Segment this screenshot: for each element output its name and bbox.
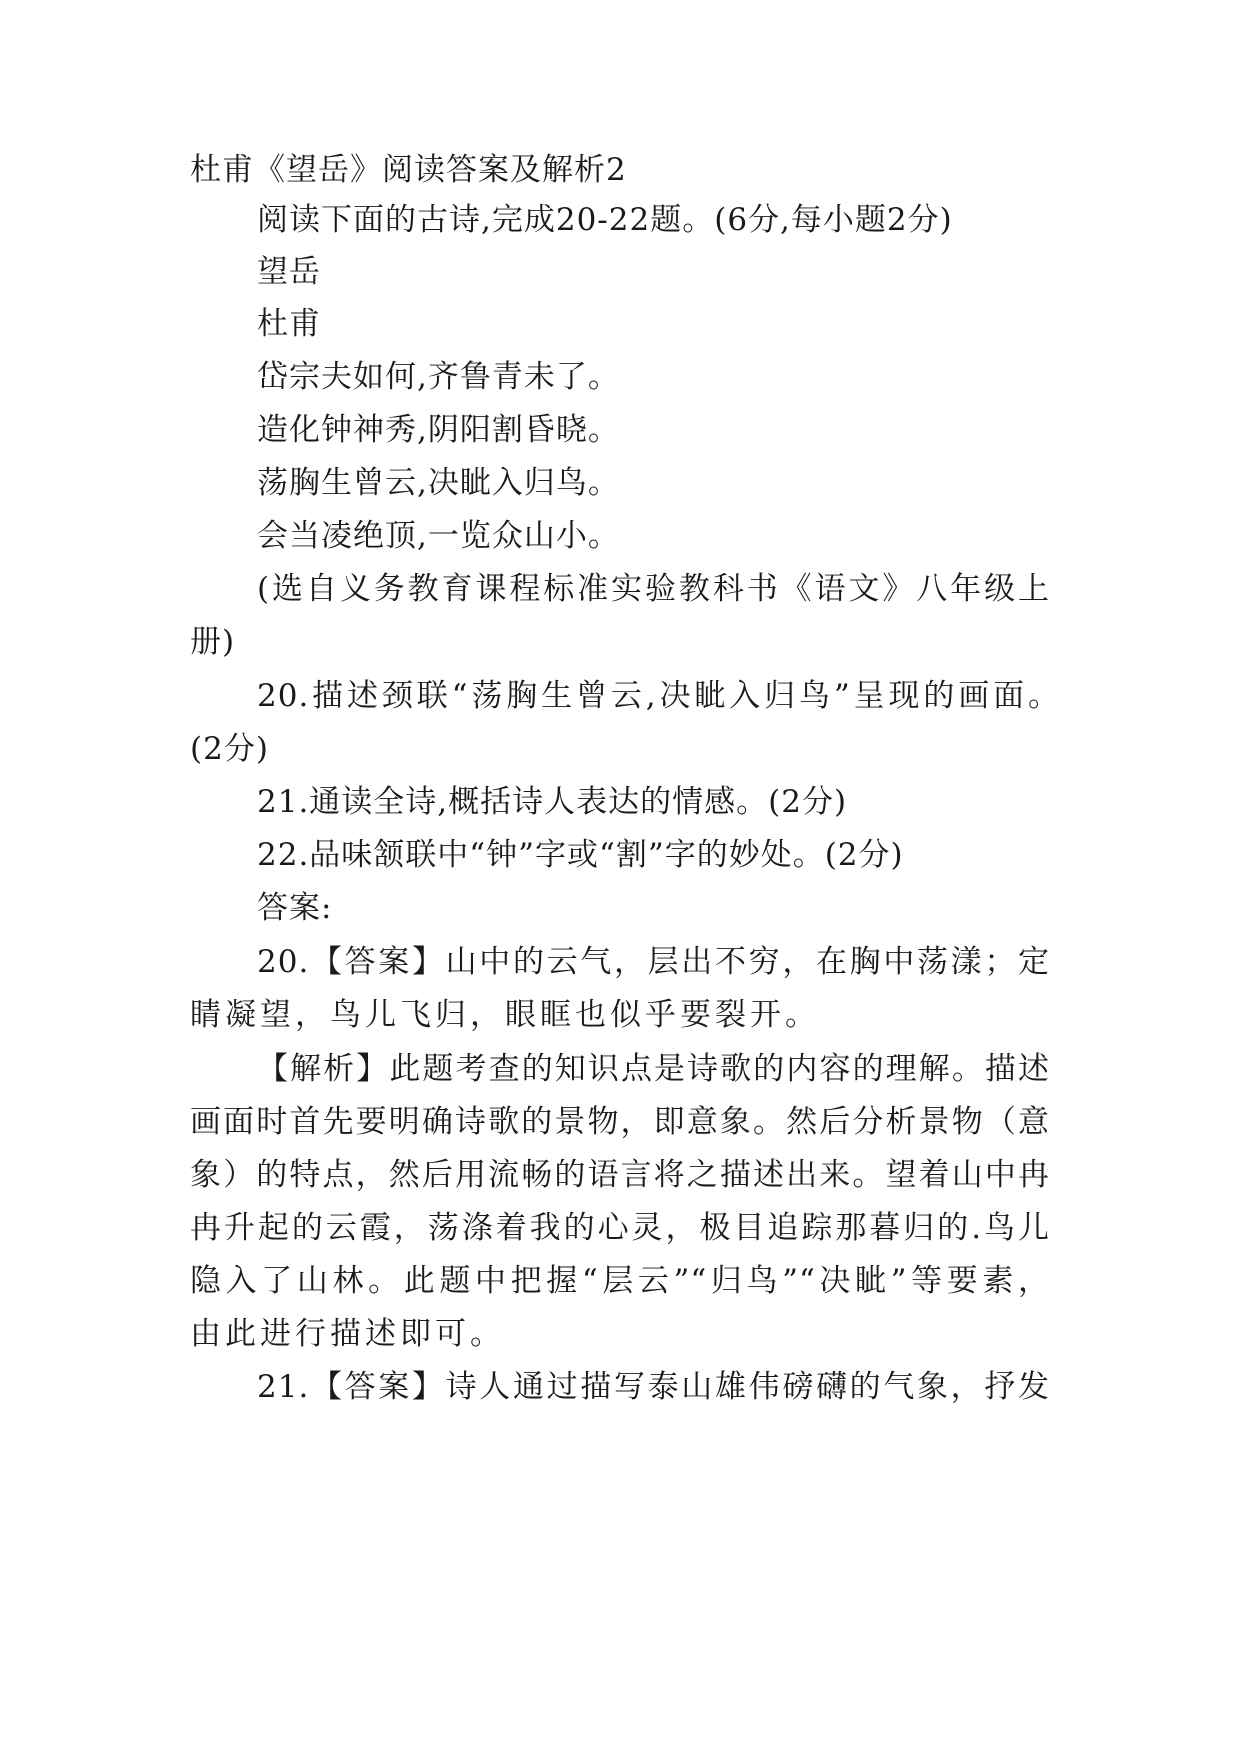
poem-line: 岱宗夫如何,齐鲁青未了。 — [257, 359, 620, 395]
poem-source: (选自义务教育课程标准实验教科书《语文》八年级上 — [257, 571, 1050, 607]
analysis-20-line: 由此进行描述即可。 — [190, 1316, 505, 1352]
analysis-20-line: 象）的特点，然后用流畅的语言将之描述出来。望着山中冉 — [190, 1157, 1050, 1193]
instruction-text: 阅读下面的古诗,完成20-22题。(6分,每小题2分) — [257, 202, 953, 238]
poem-author: 杜甫 — [257, 306, 321, 342]
poem-source-cont: 册) — [190, 624, 236, 660]
analysis-20-line: 隐入了山林。此题中把握“层云”“归鸟”“决眦”等要素， — [190, 1263, 1050, 1299]
poem-line: 会当凌绝顶,一览众山小。 — [257, 518, 620, 554]
answer-21: 21.【答案】诗人通过描写泰山雄伟磅礴的气象，抒发 — [257, 1369, 1050, 1405]
poem-line: 造化钟神秀,阴阳割昏晓。 — [257, 412, 620, 448]
poem-title: 望岳 — [257, 254, 321, 290]
poem-line: 荡胸生曾云,决眦入归鸟。 — [257, 465, 620, 501]
question-20-cont: (2分) — [190, 731, 269, 767]
document-title: 杜甫《望岳》阅读答案及解析2 — [190, 152, 627, 188]
answer-20: 20.【答案】山中的云气，层出不穷，在胸中荡漾；定 — [257, 944, 1050, 980]
question-22: 22.品味颔联中“钟”字或“割”字的妙处。(2分) — [257, 837, 904, 873]
answers-heading: 答案: — [257, 890, 333, 926]
question-21: 21.通读全诗,概括诗人表达的情感。(2分) — [257, 784, 848, 820]
answer-20-cont: 睛凝望，鸟儿飞归，眼眶也似乎要裂开。 — [190, 997, 820, 1033]
analysis-20-line: 画面时首先要明确诗歌的景物，即意象。然后分析景物（意 — [190, 1104, 1050, 1140]
analysis-20-line: 【解析】此题考查的知识点是诗歌的内容的理解。描述 — [257, 1051, 1050, 1087]
question-20: 20.描述颈联“荡胸生曾云,决眦入归鸟”呈现的画面。 — [257, 678, 1060, 714]
analysis-20-line: 冉升起的云霞，荡涤着我的心灵，极目追踪那暮归的.鸟儿 — [190, 1210, 1050, 1246]
